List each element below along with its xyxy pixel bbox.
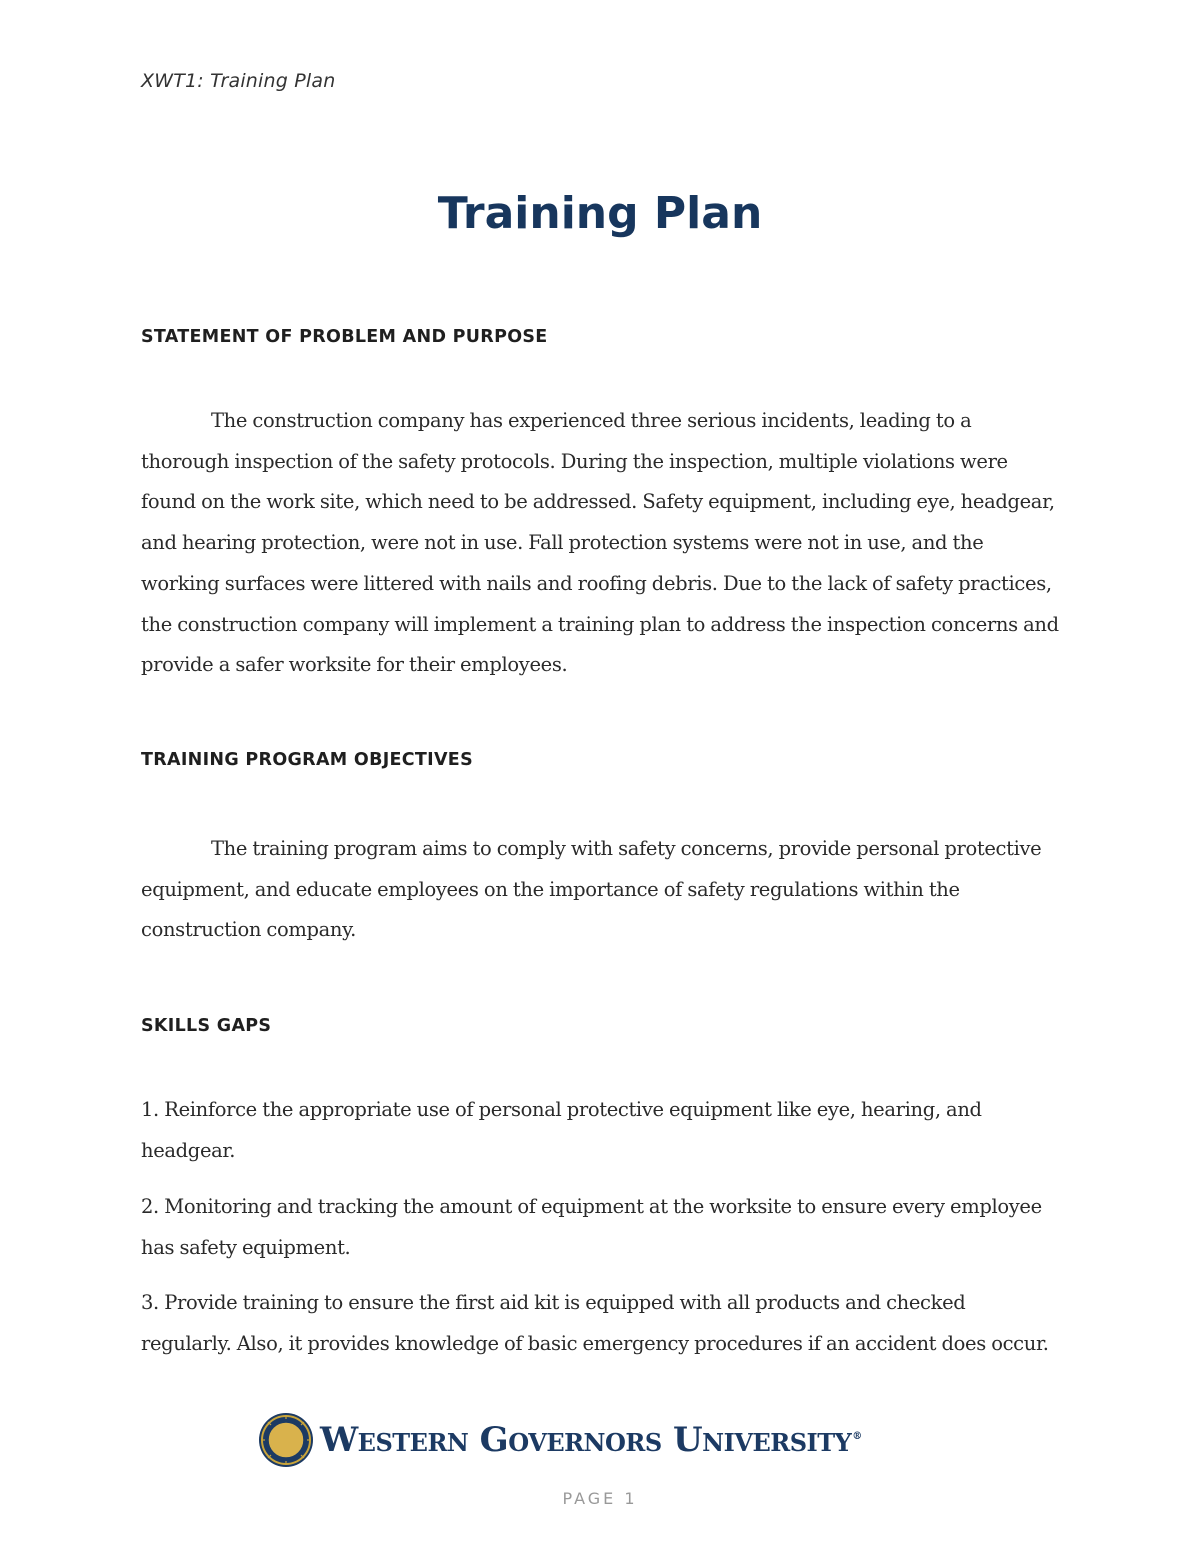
paragraph-statement-of-problem: The construction company has experienced three serious incidents, leading to a thorough inspection of the safety protocols. During the inspection, multiple violations were found on the work site, which need to be addressed. Safety equipment, including eye, headgear, and hearing protection, were not in use. Fall protection systems were not in use, and the working surfaces were littered with nails and roofing debris. Due to the lack of safety practices, the construction company will implement a training plan to address the inspection concerns and provide a safer worksite for their employees. <box>141 409 1059 677</box>
heading-skills-gaps: SKILLS GAPS <box>141 1016 272 1036</box>
running-header: XWT1: Training Plan <box>141 70 336 92</box>
university-seal-icon <box>258 1412 314 1468</box>
page-number: PAGE 1 <box>562 1489 638 1508</box>
registered-mark: ® <box>852 1430 862 1442</box>
document-title: Training Plan <box>437 188 763 239</box>
university-wordmark <box>320 1420 862 1460</box>
university-logo <box>258 1410 862 1470</box>
heading-statement-of-problem: STATEMENT OF PROBLEM AND PURPOSE <box>141 327 548 347</box>
skills-gap-item-1: 1. Reinforce the appropriate use of personal protective equipment like eye, hearing, and headgear. <box>141 1098 982 1162</box>
university-name: Western Governors University <box>320 1420 852 1460</box>
paragraph-training-objectives: The training program aims to comply with safety concerns, provide personal protective equipment, and educate employees on the importance of safety regulations within the construction company. <box>141 837 1042 942</box>
skills-gap-item-3: 3. Provide training to ensure the first aid kit is equipped with all products and checked regularly. Also, it provides knowledge of basic emergency procedures if an accident does occur. <box>141 1291 1049 1355</box>
skills-gap-item-2: 2. Monitoring and tracking the amount of equipment at the worksite to ensure every employee has safety equipment. <box>141 1195 1042 1259</box>
heading-training-objectives: TRAINING PROGRAM OBJECTIVES <box>141 750 473 770</box>
